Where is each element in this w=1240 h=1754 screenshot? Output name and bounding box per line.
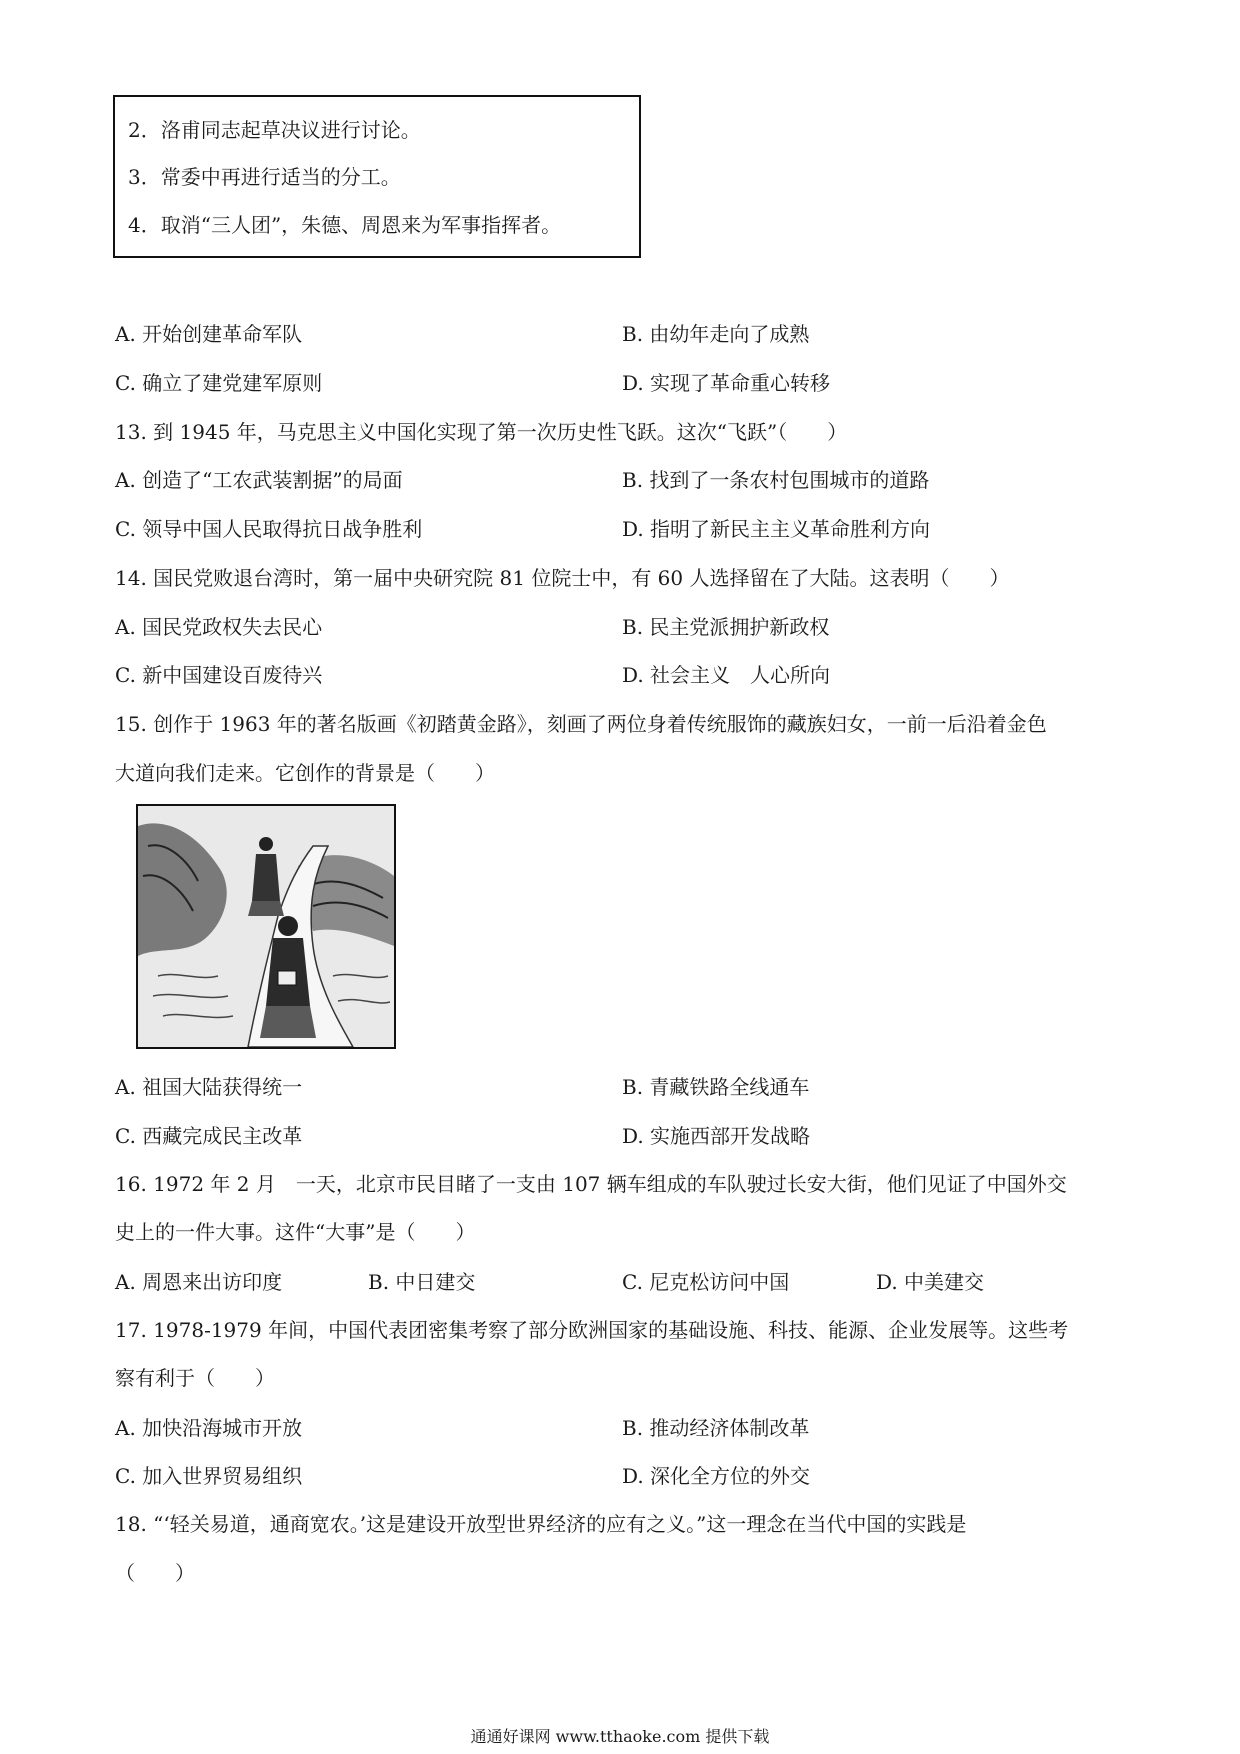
question-15-stem: 15. 创作于 1963 年的著名版画《初踏黄金路》，刻画了两位身着传统服饰的藏族妇女，一前一后沿着金色 xyxy=(115,712,1047,736)
option-d: D. 实施西部开发战略 xyxy=(622,1124,811,1148)
option-d: D. 中美建交 xyxy=(876,1270,985,1294)
option-b: B. 由幼年走向了成熟 xyxy=(622,322,810,346)
woodcut-illustration xyxy=(138,806,394,1047)
option-b: B. 民主党派拥护新政权 xyxy=(622,615,830,639)
option-d: D. 指明了新民主主义革命胜利方向 xyxy=(622,517,931,541)
question-16-stem-cont: 史上的一件大事。这件“大事”是（ ） xyxy=(115,1220,476,1244)
option-a: A. 创造了“工农武装割据”的局面 xyxy=(115,468,403,492)
material-line: 2．洛甫同志起草决议进行讨论。 xyxy=(128,118,421,142)
option-a: A. 周恩来出访印度 xyxy=(115,1270,283,1294)
option-a: A. 祖国大陆获得统一 xyxy=(115,1075,303,1099)
material-line: 4．取消“三人团”，朱德、周恩来为军事指挥者。 xyxy=(128,213,562,237)
option-c: C. 加入世界贸易组织 xyxy=(115,1464,303,1488)
question-16-stem: 16. 1972 年 2 月 一天，北京市民目睹了一支由 107 辆车组成的车队驶过长安大街，他们见证了中国外交 xyxy=(115,1172,1067,1196)
option-c: C. 尼克松访问中国 xyxy=(622,1270,790,1294)
option-a: A. 开始创建革命军队 xyxy=(115,322,303,346)
question-18-stem: 18. “‘轻关易道，通商宽农。’这是建设开放型世界经济的应有之义。”这一理念在当代中国的实践是 xyxy=(115,1512,967,1536)
option-b: B. 中日建交 xyxy=(368,1270,476,1294)
option-b: B. 青藏铁路全线通车 xyxy=(622,1075,810,1099)
option-b: B. 推动经济体制改革 xyxy=(622,1416,810,1440)
woodcut-print-image xyxy=(136,804,396,1049)
option-d: D. 实现了革命重心转移 xyxy=(622,371,831,395)
quoted-material-box xyxy=(113,95,641,258)
option-c: C. 领导中国人民取得抗日战争胜利 xyxy=(115,517,423,541)
question-15-stem-cont: 大道向我们走来。它创作的背景是（ ） xyxy=(115,761,495,785)
option-c: C. 西藏完成民主改革 xyxy=(115,1124,303,1148)
question-17-stem-cont: 察有利于（ ） xyxy=(115,1366,275,1390)
question-18-stem-cont: （ ） xyxy=(115,1561,195,1585)
option-a: A. 国民党政权失去民心 xyxy=(115,615,323,639)
question-17-stem: 17. 1978-1979 年间，中国代表团密集考察了部分欧洲国家的基础设施、科技、能源、企业发展等。这些考 xyxy=(115,1318,1069,1342)
question-13-stem: 13. 到 1945 年，马克思主义中国化实现了第一次历史性飞跃。这次“飞跃”（ ） xyxy=(115,420,848,444)
option-a: A. 加快沿海城市开放 xyxy=(115,1416,303,1440)
option-b: B. 找到了一条农村包围城市的道路 xyxy=(622,468,930,492)
question-14-stem: 14. 国民党败退台湾时，第一届中央研究院 81 位院士中，有 60 人选择留在了大陆。这表明（ ） xyxy=(115,566,1010,590)
option-d: D. 深化全方位的外交 xyxy=(622,1464,811,1488)
page-footer: 通通好课网 www.tthaoke.com 提供下载 xyxy=(470,1727,770,1746)
option-c: C. 确立了建党建军原则 xyxy=(115,371,323,395)
option-d: D. 社会主义 人心所向 xyxy=(622,663,831,687)
option-c: C. 新中国建设百废待兴 xyxy=(115,663,323,687)
material-line: 3．常委中再进行适当的分工。 xyxy=(128,165,401,189)
